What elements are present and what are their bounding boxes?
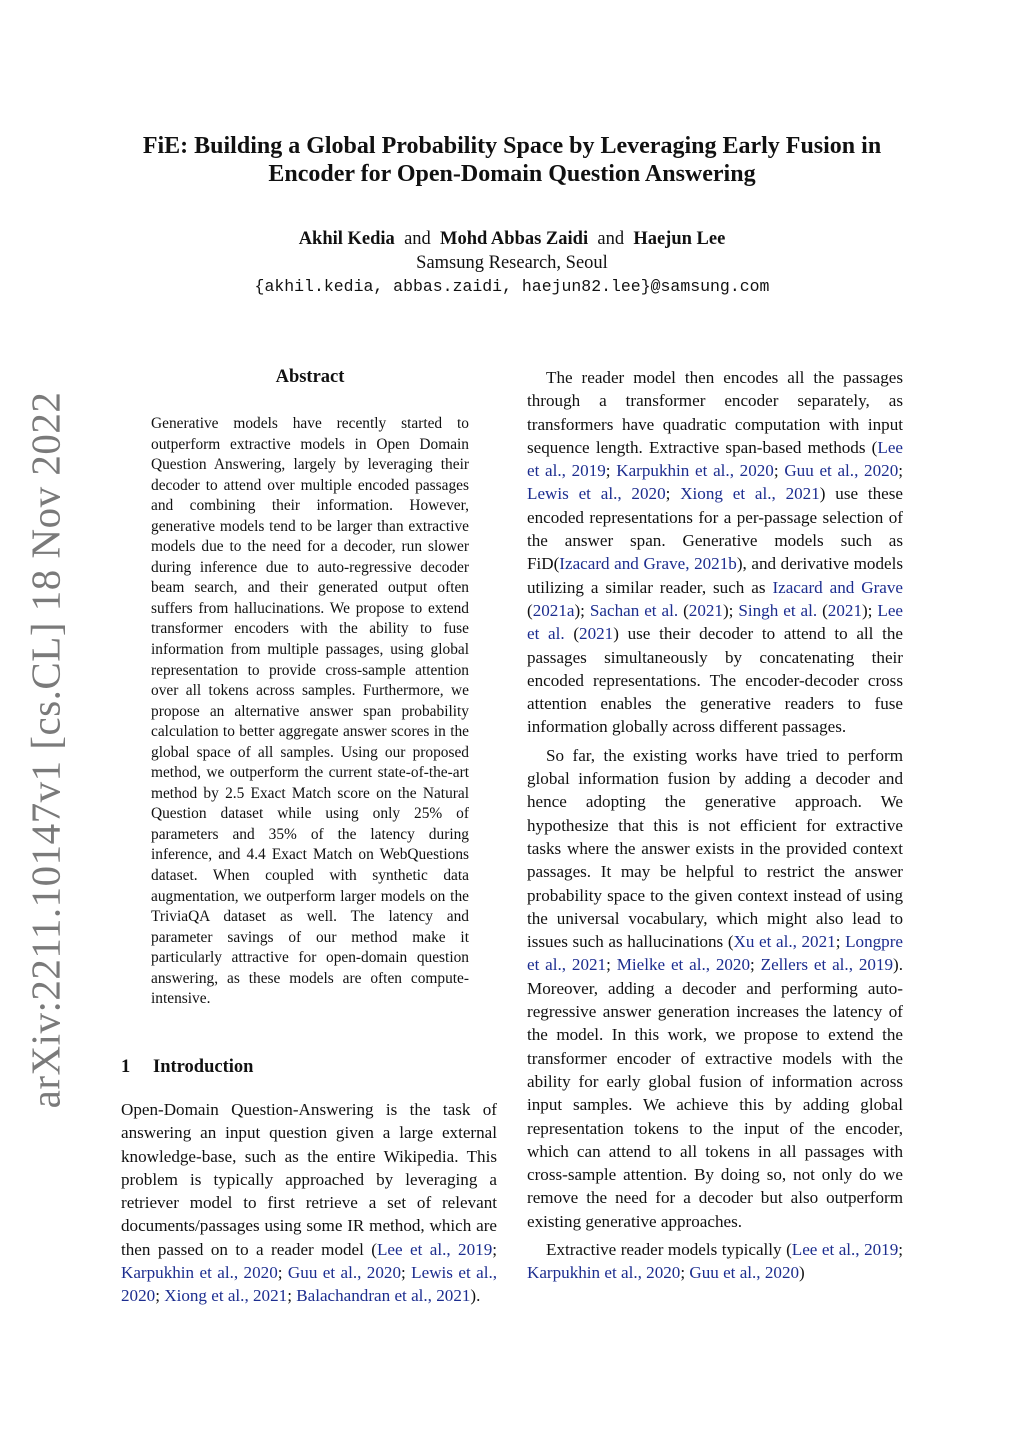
paragraph-text: ); [722, 600, 739, 620]
citation-link[interactable]: Izacard and Grave [772, 577, 904, 597]
citation-link[interactable]: Guu et al., 2020 [784, 461, 899, 481]
citation-link[interactable]: Lee et al., 2019 [791, 1239, 899, 1259]
paragraph-text: ( [527, 600, 533, 620]
paragraph-text: Open-Domain Question-Answering is the task of answering an input question given a large external knowledge-base, such as the entire Wikipedia. This problem is typically approached by leveraging a retriever model to first retrieve a set of relevant documents/passages using some IR method, which are then passed on to a reader model ( [121, 1100, 497, 1259]
citation-separator: ; [605, 461, 617, 481]
arxiv-sidebar [14, 391, 76, 1109]
author-emails: {akhil.kedia, abbas.zaidi, haejun82.lee}@samsung.com [254, 277, 770, 296]
citation-separator: ; [155, 1286, 165, 1306]
paper-title [100, 132, 924, 188]
citation-separator: ; [680, 1263, 690, 1283]
citation-separator: ; [898, 1239, 904, 1259]
citation-link[interactable]: 2021 [827, 600, 862, 620]
citation-link[interactable]: Zellers et al., 2019 [760, 955, 894, 975]
citation-separator: ; [665, 484, 681, 504]
paragraph-text: ), and derivative models utilizing a similar reader, such as [527, 554, 903, 597]
paragraph [527, 1238, 903, 1285]
citation-link[interactable]: Karpukhin et al., 2020 [121, 1263, 278, 1283]
citation-link[interactable]: Singh et al. [738, 600, 818, 620]
citation-separator: ; [492, 1239, 497, 1259]
author-name: Mohd Abbas Zaidi [440, 229, 589, 249]
title-line-2: Encoder for Open-Domain Question Answering [268, 161, 756, 187]
section-title: Introduction [153, 1057, 254, 1077]
citation-link[interactable]: Sachan et al. [589, 600, 679, 620]
left-column-body [121, 1098, 497, 1308]
paragraph-text: Extractive reader models typically ( [546, 1239, 792, 1259]
citation-separator: ; [277, 1263, 288, 1283]
citation-link[interactable]: Lewis et al., 2020 [527, 484, 666, 504]
abstract-heading: Abstract [275, 367, 345, 387]
citation-link[interactable]: Karpukhin et al., 2020 [527, 1263, 681, 1283]
citation-link[interactable]: 2021 [688, 600, 723, 620]
citation-link[interactable]: Izacard and Grave, 2021b [559, 554, 737, 574]
affiliation: Samsung Research, Seoul [416, 253, 608, 273]
citation-separator: ; [606, 955, 617, 975]
citation-link[interactable]: Guu et al., 2020 [689, 1263, 800, 1283]
paragraph-text: ( [678, 600, 689, 620]
citation-link[interactable]: Lewis et al., 2020 [121, 1263, 497, 1306]
citation-link[interactable]: 2021 [579, 624, 614, 644]
arxiv-identifier: arXiv:2211.10147v1 [cs.CL] 18 Nov 2022 [22, 391, 68, 1109]
author-list [100, 227, 924, 251]
paragraph-text: ) use these encoded representations for a per-passage selection of the answer span. Generative models such as FiD( [527, 484, 903, 574]
section-number: 1 [121, 1057, 131, 1077]
citation-link[interactable]: Mielke et al., 2020 [616, 955, 751, 975]
author-name: Haejun Lee [633, 229, 726, 249]
paragraph-text: ); [574, 600, 590, 620]
citation-link[interactable]: Lee et al., 2019 [527, 437, 903, 481]
citation-separator: ; [898, 461, 903, 481]
citation-link[interactable]: Xiong et al., 2021 [164, 1286, 288, 1306]
paragraph-text: ) [799, 1263, 805, 1283]
citation-link[interactable]: Xu et al., 2021 [733, 932, 836, 952]
paragraph-text: ( [817, 600, 828, 620]
citation-separator: ; [287, 1286, 297, 1306]
paragraph-text: ( [564, 624, 580, 644]
citation-link[interactable]: Lee et al. [527, 600, 904, 644]
author-name: Akhil Kedia [298, 229, 395, 249]
citation-link[interactable]: 2021a [532, 600, 575, 620]
citation-link[interactable]: Xiong et al., 2021 [680, 484, 820, 504]
paragraph-text: ). Moreover, adding a decoder and performing auto-regressive answer generation increases the latency of the model. In this work, we propose to extend the transformer encoder of extractive models with the ability for early global fusion of information across input samples. We achieve this by adding global representation tokens to the input of the encoder, which can attend to all tokens in all passages with cross-sample attention. By doing so, not only do we remove the need for a decoder but also outperform existing generative approaches. [527, 955, 903, 1231]
citation-separator: ; [773, 461, 785, 481]
title-line-1: FiE: Building a Global Probability Space by Leveraging Early Fusion in [142, 133, 882, 159]
paragraph-text: The reader model then encodes all the passages through a transformer encoder separately, as transformers have quadratic computation with input sequence length. Extractive span-based methods ( [527, 368, 903, 457]
citation-link[interactable]: Lee et al., 2019 [376, 1239, 493, 1259]
right-column-body [527, 366, 903, 1285]
citation-separator: ; [401, 1263, 412, 1283]
author-separator: and [597, 229, 625, 249]
paragraph [527, 744, 903, 1233]
paragraph-text: ); [861, 600, 878, 620]
citation-link[interactable]: Longpre et al., 2021 [527, 932, 904, 975]
abstract-body: Generative models have recently started to outperform extractive models in Open Domain Question Answering, largely by leveraging their decoder to attend over multiple encoded passages and combining their information. However, generative models tend to be larger than extractive models due to the need for a decoder, run slower during inference due to auto-regressive decoder beam search, and their generated output often suffers from hallucinations. We propose to extend transformer encoders with the ability to fuse information from multiple passages, using global representation to provide cross-sample attention over all tokens across samples. Furthermore, we propose an alternative answer span probability calculation to better aggregate answer scores in the global space of all samples. Using our proposed method, we outperform the current state-of-the-art method by 2.5 Exact Match score on the Natural Question dataset while using only 25% of parameters and 35% of the latency during inference, and 4.4 Exact Match on WebQuestions dataset. When coupled with synthetic data augmentation, we outperform larger models on the TriviaQA dataset as well. The latency and parameter savings of our method make it particularly attractive for open-domain question answering, as these models are often compute-intensive. [151, 415, 469, 1008]
paragraph-text: ). [470, 1286, 481, 1306]
paragraph [527, 366, 903, 739]
citation-link[interactable]: Guu et al., 2020 [287, 1263, 401, 1283]
paragraph-text: ) use their decoder to attend to all the passages simultaneously by concatenating their encoded representations. The encoder-decoder cross attention enables the generative readers to fuse information globally across different passages. [527, 624, 903, 737]
citation-link[interactable]: Balachandran et al., 2021 [296, 1286, 471, 1306]
citation-separator: ; [835, 932, 846, 952]
citation-separator: ; [750, 955, 761, 975]
section-heading-introduction [121, 1057, 253, 1078]
author-separator: and [404, 229, 431, 249]
paragraph-text: So far, the existing works have tried to perform global information fusion by adding a decoder and hence adopting the generative approach. We hypothesize that this is not efficient for extractive tasks where the answer exists in the provided context passages. It may be helpful to restrict the answer probability space to the given context instead of using the universal vocabulary, which might also lead to issues such as hallucinations ( [527, 745, 903, 952]
paragraph [121, 1098, 497, 1308]
citation-link[interactable]: Karpukhin et al., 2020 [616, 461, 774, 481]
